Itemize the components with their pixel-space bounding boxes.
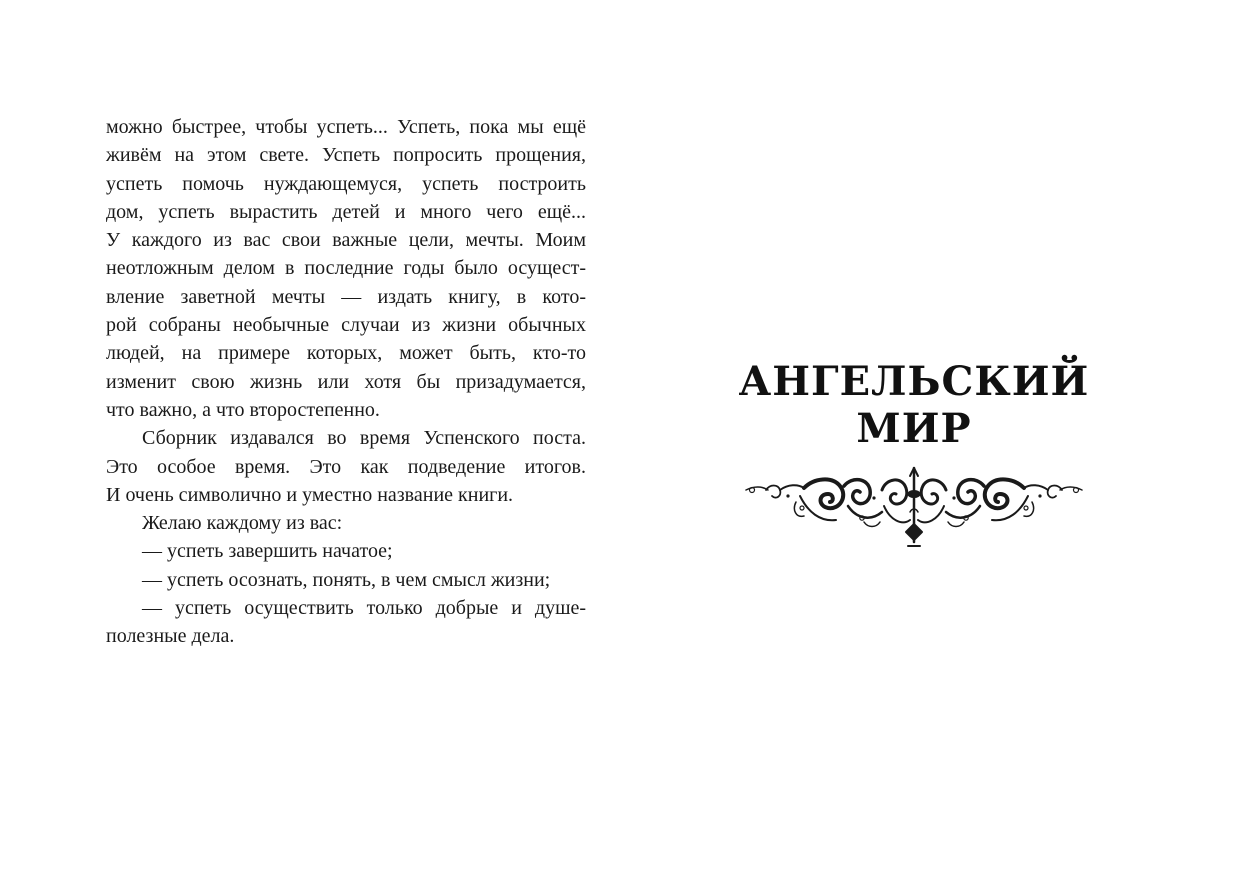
text-line: изменит свою жизнь или хотя бы призадумается,	[106, 370, 586, 393]
text-line: дом, успеть вырастить детей и много чего ещё...	[106, 200, 586, 223]
text-line: И очень символично и уместно название книги.	[106, 483, 514, 506]
text-line: что важно, а что второстепенно.	[106, 398, 380, 421]
text-line: Это особое время. Это как подведение итогов.	[106, 455, 586, 478]
text-line: успеть помочь нуждающемуся, успеть построить	[106, 172, 586, 195]
text-line: У каждого из вас свои важные цели, мечты. Моим	[106, 229, 586, 252]
text-line: можно быстрее, чтобы успеть... Успеть, пока мы ещё	[106, 116, 586, 138]
text-line: неотложным делом в последние годы было осущест-	[106, 257, 586, 280]
text-line: полезные дела.	[106, 625, 235, 648]
left-page-text	[106, 113, 586, 651]
list-item: — успеть осуществить только добрые и душе-	[142, 597, 586, 620]
right-page	[640, 0, 1260, 882]
chapter-title-line-1: АНГЕЛЬСКИЙ	[738, 358, 1090, 405]
text-line: рой собраны необычные случаи из жизни обычных	[106, 314, 586, 337]
text-line: вление заветной мечты — издать книгу, в кото-	[106, 285, 586, 308]
text-line: живём на этом свете. Успеть попросить прощения,	[106, 144, 586, 167]
flourish-divider-icon	[744, 462, 1084, 554]
chapter-title-line-2: МИР	[856, 405, 972, 452]
list-item: — успеть осознать, понять, в чем смысл жизни;	[142, 568, 551, 591]
list-item: — успеть завершить начатое;	[142, 540, 393, 563]
text-line: людей, на примере которых, может быть, кто-то	[106, 342, 586, 365]
chapter-title	[640, 358, 1188, 452]
text-line: Сборник издавался во время Успенского поста.	[142, 427, 586, 450]
text-line: Желаю каждому из вас:	[142, 512, 343, 535]
